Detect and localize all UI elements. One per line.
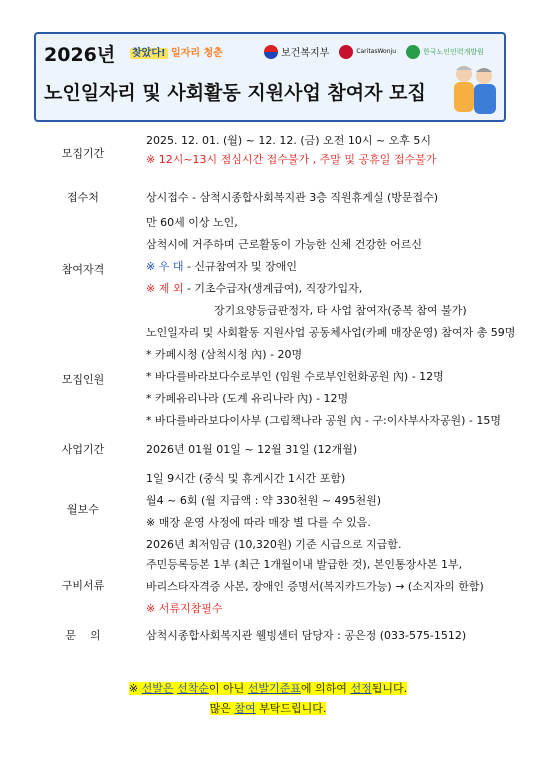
eligibility-excluded	[146, 280, 362, 296]
brand-tag: 찾았다!	[132, 48, 166, 59]
notice-word-7: 됩니다.	[371, 682, 408, 695]
excluded-mark: ※ 제 외	[146, 282, 184, 295]
request-word-2: 참여	[234, 702, 256, 715]
taegeuk-icon	[264, 45, 278, 59]
participation-request	[0, 700, 536, 716]
caritas-name: CaritasWonju	[356, 48, 396, 55]
documents-label: 구비서류	[61, 579, 105, 592]
brand-logo	[130, 44, 223, 59]
eligibility-line-1: 만 60세 이상 노인,	[146, 216, 238, 229]
agency-name: 한국노인인력개발원	[423, 47, 484, 56]
period-note: ※ 12시~13시 점심시간 접수불가 , 주말 및 공휴일 접수불가	[146, 153, 437, 166]
documents-required-note: ※ 서류지참필수	[146, 602, 223, 615]
request-word-3: 부탁드립니다.	[259, 702, 327, 715]
reception-label: 접수처	[67, 191, 99, 204]
project-period-label: 사업기간	[61, 443, 105, 456]
partner-logos	[264, 44, 484, 59]
recruits-item-4: * 바다를바라보다이사부 (그림책나라 공원 內 - 구:이사부사자공원) - 15명	[146, 414, 501, 427]
preferred-mark: ※ 우 대	[146, 260, 184, 273]
page-title: 노인일자리 및 사회활동 지원사업 참여자 모집	[44, 82, 426, 104]
pay-line-1: 1일 9시간 (중식 및 휴게시간 1시간 포함)	[146, 472, 346, 485]
pay-label: 월보수	[67, 503, 99, 516]
caritas-icon	[339, 45, 353, 59]
notice-word-2: 선착순	[177, 682, 209, 695]
recruits-item-1: * 카페시청 (삼척시청 內) - 20명	[146, 348, 303, 361]
period-label: 모집기간	[61, 147, 105, 160]
ministry-logo	[264, 44, 329, 59]
notice-mark: ※	[128, 682, 139, 695]
preferred-text: - 신규참여자 및 장애인	[186, 260, 298, 273]
seniors-illustration-icon	[448, 60, 500, 116]
year-title: 2026년	[44, 44, 116, 66]
request-word-1: 많은	[209, 702, 231, 715]
reception-line-1: 상시접수 - 삼척시종합사회복지관 3층 직원휴게실 (방문접수)	[146, 191, 439, 204]
notice-word-1: 선발은	[141, 682, 174, 695]
excluded-text: - 기초수급자(생계급여), 직장가입자,	[186, 282, 363, 295]
eligibility-line-2: 삼척시에 거주하며 근로활동이 가능한 신체 건강한 어르신	[146, 238, 423, 251]
agency-icon	[406, 45, 420, 59]
notice-word-6: 선정	[350, 682, 372, 695]
selection-notice	[0, 680, 536, 696]
eligibility-label: 참여자격	[61, 263, 105, 276]
pay-line-4: 2026년 최저임금 (10,320원) 기준 시급으로 지급함.	[146, 538, 402, 551]
inquiry-label: 문 의	[65, 629, 101, 642]
documents-line-1: 주민등록등본 1부 (최근 1개월이내 발급한 것), 본인통장사본 1부,	[146, 558, 463, 571]
project-period-line-1: 2026년 01월 01일 ~ 12월 31일 (12개월)	[146, 443, 358, 456]
eligibility-preferred	[146, 258, 297, 274]
documents-line-2: 바리스타자격증 사본, 장애인 증명서(복지카드가능) → (소지자의 한함)	[146, 580, 484, 593]
brand-text: 일자리 청춘	[171, 48, 223, 59]
recruits-item-3: * 카페유리나라 (도계 유리나라 內) - 12명	[146, 392, 349, 405]
notice-word-4: 선발기준표	[247, 682, 301, 695]
recruits-line-1: 노인일자리 및 사회활동 지원사업 공동체사업(카페 매장운영) 참여자 총 59명	[146, 326, 516, 339]
inquiry-line-1: 삼척시종합사회복지관 웰빙센터 담당자 : 공은정 (033-575-1512)	[146, 629, 467, 642]
recruits-label: 모집인원	[61, 373, 105, 386]
pay-line-2: 월4 ~ 6회 (월 지급액 : 약 330천원 ~ 495천원)	[146, 494, 382, 507]
header-banner	[34, 32, 506, 122]
period-line-1: 2025. 12. 01. (월) ~ 12. 12. (금) 오전 10시 ~ 오후 5시	[146, 134, 432, 147]
notice-word-3: 이 아닌	[208, 682, 245, 695]
ministry-name: 보건복지부	[281, 48, 330, 59]
agency-logo	[406, 45, 484, 59]
excluded-text-2: 장기요양등급판정자, 타 사업 참여자(중복 참여 불가)	[214, 304, 467, 317]
notice-word-5: 에 의하여	[300, 682, 347, 695]
caritas-logo	[339, 45, 396, 59]
pay-line-3: ※ 매장 운영 사정에 따라 매장 별 다를 수 있음.	[146, 516, 371, 529]
recruits-item-2: * 바다를바라보다수로부인 (임원 수로부인헌화공원 內) - 12명	[146, 370, 444, 383]
